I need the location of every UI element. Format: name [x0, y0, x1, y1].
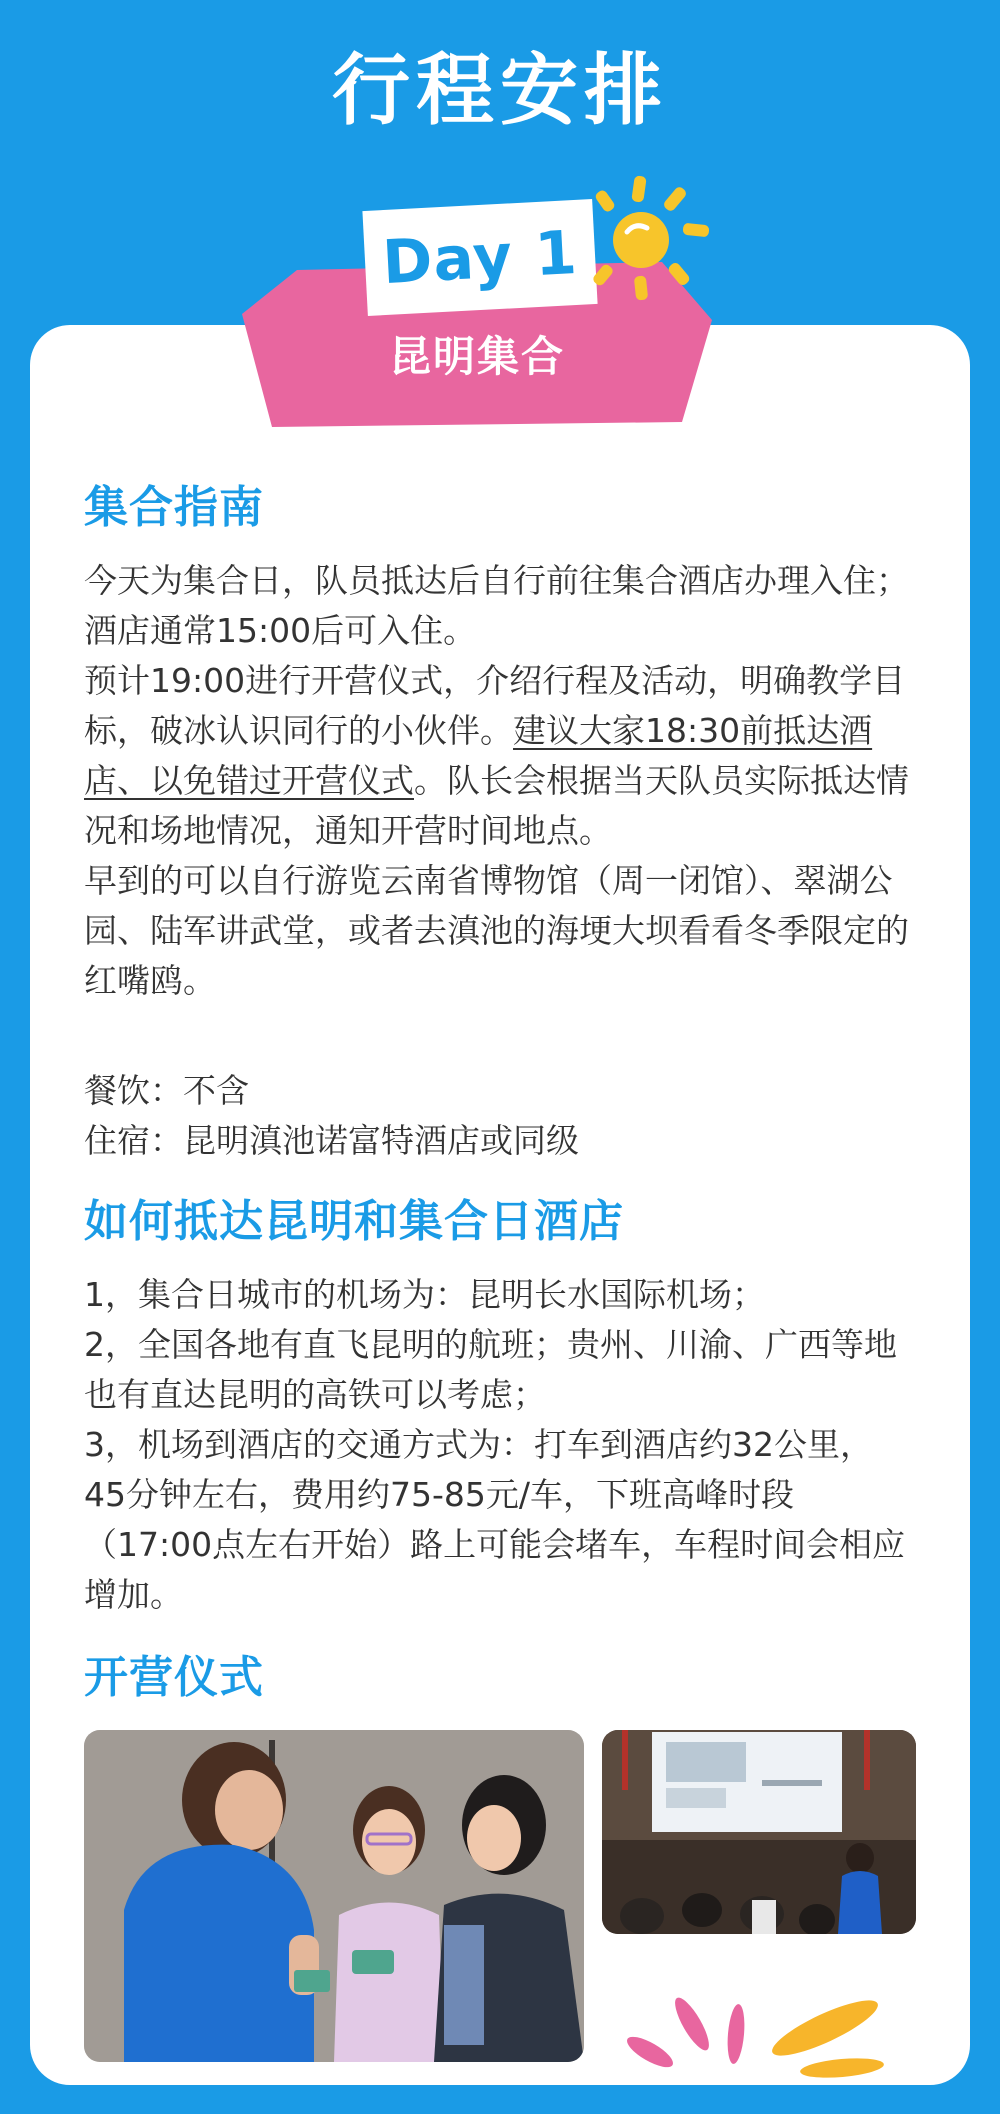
list-item: 1，集合日城市的机场为：昆明长水国际机场；: [84, 1275, 765, 1314]
section-heading-opening-ceremony: 开营仪式: [84, 1652, 264, 1703]
day-label: Day 1: [380, 217, 580, 298]
paragraph-text: 预计19:00进行开营仪式，介绍行程及活动，明确教学目标，破冰认识同行的小伙伴。: [84, 661, 906, 750]
opening-ceremony-photo-1: [84, 1730, 584, 2062]
day-label-box: [362, 199, 597, 316]
paragraph: 今天为集合日，队员抵达后自行前往集合酒店办理入住；酒店通常15:00后可入住。: [84, 561, 909, 650]
banner-title: 昆明集合: [388, 332, 565, 381]
paragraph: 早到的可以自行游览云南省博物馆（周一闭馆）、翠湖公园、陆军讲武堂，或者去滇池的海埂大坝看看冬季限定的红嘴鸥。: [84, 861, 909, 1000]
page-title: 行程安排: [331, 46, 668, 136]
assembly-guide-text: [84, 556, 914, 1006]
list-item: 2，全国各地有直飞昆明的航班；贵州、川渝、广西等地也有直达昆明的高铁可以考虑；: [84, 1325, 897, 1414]
list-item: 3，机场到酒店的交通方式为：打车到酒店约32公里，45分钟左右，费用约75-85元/车，下班高峰时段（17:00点左右开始）路上可能会堵车，车程时间会相应增加。: [84, 1425, 906, 1614]
paragraph: [84, 656, 914, 856]
paint-stroke-decoration: [610, 1980, 910, 2090]
section-heading-how-to-arrive: 如何抵达昆明和集合日酒店: [84, 1196, 624, 1247]
underlined-notice: 建议大家18:30前抵达酒店、以免错过开营仪式: [84, 711, 873, 800]
section-heading-assembly-guide: 集合指南: [84, 482, 264, 533]
arrival-list: [84, 1270, 914, 1620]
meal-lodging-info: [84, 1066, 914, 1166]
meals-text: 餐饮：不含: [84, 1071, 249, 1110]
lodging-text: 住宿：昆明滇池诺富特酒店或同级: [84, 1121, 579, 1160]
opening-ceremony-photo-2: [602, 1730, 916, 1934]
paragraph-text: 。队长会根据当天队员实际抵达情况和场地情况，通知开营时间地点。: [84, 761, 909, 850]
sun-icon: [575, 168, 715, 308]
